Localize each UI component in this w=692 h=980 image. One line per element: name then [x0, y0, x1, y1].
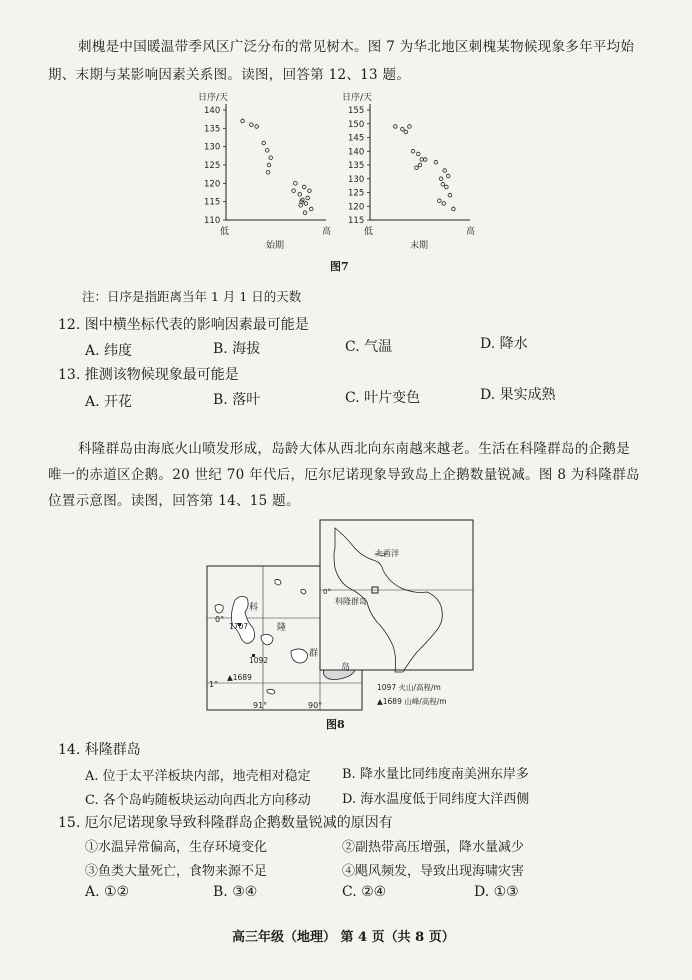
q15-option-d: D. ①③ — [474, 884, 519, 900]
scatter-point — [418, 163, 422, 167]
q15-statement-1: ①水温异常偏高，生存环境变化 — [85, 840, 268, 855]
q14-option-c: C. 各个岛屿随板块运动向西北方向移动 — [85, 793, 311, 808]
inset-island-label: 科隆群岛 — [335, 597, 367, 606]
q15-statement-3: ③鱼类大量死亡，食物来源不足 — [85, 864, 268, 879]
y-axis-label: 日序/天 — [198, 93, 229, 103]
y-tick-label: 135 — [204, 124, 221, 135]
lon-90-label: 90° — [308, 701, 323, 710]
lat-0-label: 0° — [215, 615, 225, 624]
y-tick-label: 125 — [348, 188, 365, 199]
intro2-line2: 唯一的赤道区企鹅。20 世纪 70 年代后，厄尔尼诺现象导致岛上企鹅数量锐减。图 8 为科隆群岛 — [48, 467, 640, 483]
q12-option-b: B. 海拔 — [213, 341, 261, 357]
map-label-2: 隆 — [277, 623, 287, 633]
chart-end-period — [342, 91, 475, 251]
scatter-point — [452, 207, 456, 211]
intro2-line3: 位置示意图。读图，回答第 14、15 题。 — [48, 493, 300, 509]
x-high-label: 高 — [466, 227, 476, 237]
q15-option-b: B. ③④ — [213, 884, 258, 900]
scatter-point — [404, 130, 408, 134]
q14-option-b: B. 降水量比同纬度南美洲东岸多 — [342, 767, 529, 782]
q14-option-a: A. 位于太平洋板块内部，地壳相对稳定 — [85, 769, 311, 784]
q12-option-a: A. 纬度 — [85, 343, 133, 359]
map-label-4: 岛 — [341, 663, 351, 673]
x-axis-label: 始期 — [266, 241, 285, 251]
scatter-point — [438, 199, 442, 203]
y-tick-label: 130 — [348, 174, 365, 185]
x-low-label: 低 — [364, 227, 374, 237]
scatter-point — [408, 125, 412, 129]
scatter-point — [294, 182, 298, 186]
y-tick-label: 145 — [348, 133, 365, 144]
scatter-point — [401, 127, 405, 131]
santa-cruz-island — [291, 649, 307, 663]
legend-volcano: 1097 火山/高程/m — [377, 683, 441, 692]
y-tick-label: 140 — [348, 147, 365, 158]
scatter-point — [292, 189, 296, 193]
scatter-point — [416, 152, 420, 156]
intro1-line2: 期、末期与某影响因素关系图。读图，回答第 12、13 题。 — [48, 67, 411, 83]
volcano-1092-label: 1092 — [249, 656, 269, 665]
x-low-label: 低 — [220, 227, 230, 237]
scatter-point — [448, 193, 452, 197]
scatter-point — [303, 211, 307, 215]
figure8-caption: 图8 — [326, 718, 345, 731]
y-tick-label: 120 — [204, 179, 221, 190]
scatter-point — [262, 141, 266, 145]
intro1-line1: 刺槐是中国暖温带季风区广泛分布的常见树木。图 7 为华北地区刺槐某物候现象多年平均始 — [78, 39, 635, 55]
figure7-charts — [190, 88, 510, 258]
scatter-point — [443, 169, 447, 173]
q15-statement-2: ②副热带高压增强，降水量减少 — [342, 840, 525, 855]
q13-option-b: B. 落叶 — [213, 392, 261, 408]
figure8-map — [205, 518, 475, 713]
scatter-point — [441, 182, 445, 186]
q12-option-c: C. 气温 — [345, 339, 393, 355]
scatter-point — [434, 160, 438, 164]
q13-option-a: A. 开花 — [85, 394, 133, 410]
y-tick-label: 120 — [348, 202, 365, 213]
y-tick-label: 115 — [204, 197, 221, 208]
scatter-point — [255, 125, 259, 129]
y-tick-label: 135 — [348, 161, 365, 171]
q13-stem: 13. 推测该物候现象最可能是 — [58, 367, 239, 383]
scatter-point — [267, 163, 271, 167]
inset-lat-label: 0° — [323, 588, 331, 596]
lat-1-label: 1° — [209, 680, 219, 689]
scatter-point — [308, 189, 312, 193]
scatter-point — [250, 123, 254, 127]
y-tick-label: 155 — [348, 106, 365, 116]
scatter-point — [269, 156, 273, 160]
q13-option-d: D. 果实成熟 — [480, 387, 556, 403]
scatter-point — [309, 207, 313, 211]
y-tick-label: 130 — [204, 142, 221, 153]
lon-91-label: 91° — [253, 701, 268, 710]
scatter-point — [411, 149, 415, 153]
y-axis-label: 日序/天 — [342, 93, 373, 103]
scatter-point — [299, 204, 303, 208]
scatter-point — [446, 174, 450, 178]
q14-stem: 14. 科隆群岛 — [58, 742, 141, 758]
scatter-point — [442, 202, 446, 206]
volcano-1707-label: 1707 — [229, 622, 249, 631]
scatter-point — [423, 158, 427, 162]
inset-ocean-label: 大西洋 — [375, 549, 399, 558]
x-high-label: 高 — [322, 227, 332, 237]
scatter-point — [415, 166, 419, 170]
scatter-point — [266, 171, 270, 175]
q15-stem: 15. 厄尔尼诺现象导致科隆群岛企鹅数量锐减的原因有 — [58, 815, 393, 831]
q14-option-d: D. 海水温度低于同纬度大洋西侧 — [342, 792, 530, 807]
scatter-point — [439, 177, 443, 181]
chart-start-period — [198, 91, 331, 251]
q15-option-c: C. ②④ — [342, 884, 387, 900]
scatter-point — [302, 185, 306, 189]
scatter-point — [265, 149, 269, 153]
scatter-point — [394, 125, 398, 129]
q15-statement-4: ④飓风频发，导致出现海啸灾害 — [342, 864, 525, 879]
peak-1689-label: ▲1689 — [227, 673, 252, 682]
scatter-point — [445, 185, 449, 189]
scatter-point — [420, 158, 424, 162]
y-tick-label: 150 — [348, 119, 365, 130]
map-label-3: 群 — [309, 649, 319, 659]
page-footer: 高三年级（地理） 第 4 页（共 8 页） — [232, 930, 455, 945]
q15-option-a: A. ①② — [85, 884, 130, 900]
y-tick-label: 140 — [204, 106, 221, 116]
q12-option-d: D. 降水 — [480, 336, 528, 352]
q12-stem: 12. 图中横坐标代表的影响因素最可能是 — [58, 317, 309, 333]
scatter-point — [241, 119, 245, 123]
intro2-line1: 科隆群岛由海底火山喷发形成，岛龄大体从西北向东南越来越老。生活在科隆群岛的企鹅是 — [78, 441, 630, 457]
x-axis-label: 末期 — [410, 241, 429, 251]
scatter-point — [298, 193, 302, 197]
y-tick-label: 110 — [204, 216, 221, 226]
map-label-1: 科 — [249, 603, 259, 613]
y-tick-label: 115 — [348, 216, 365, 226]
figure7-caption: 图7 — [330, 260, 349, 273]
legend-peak: ▲1689 山峰/高程/m — [377, 697, 447, 706]
scatter-point — [306, 196, 310, 200]
figure7-note: 注：日序是指距离当年 1 月 1 日的天数 — [82, 289, 302, 304]
q13-option-c: C. 叶片变色 — [345, 390, 421, 406]
scatter-point — [304, 202, 308, 206]
y-tick-label: 125 — [204, 161, 221, 171]
